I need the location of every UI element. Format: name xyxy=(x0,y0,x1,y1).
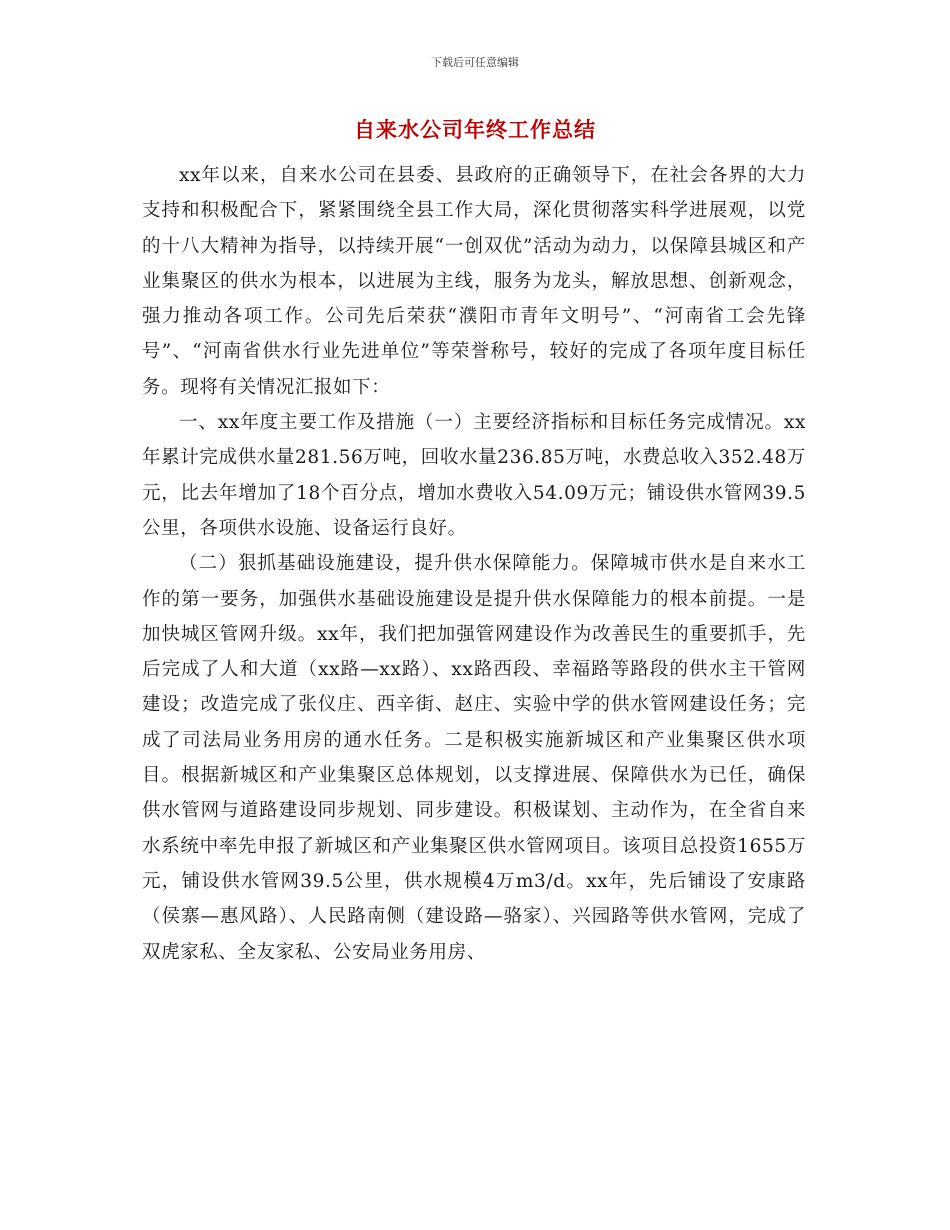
paragraph-economic-indicators: 一、xx年度主要工作及措施（一）主要经济指标和目标任务完成情况。xx年累计完成供水量281.56万吨，回收水量236.85万吨，水费总收入352.48万元，比去年增加了18个百分点，增加水费收入54.09万元；铺设供水管网39.5公里，各项供水设施、设备运行良好。 xyxy=(142,412,806,539)
paragraph-intro: xx年以来，自来水公司在县委、县政府的正确领导下，在社会各界的大力支持和积极配合下，紧紧围绕全县工作大局，深化贯彻落实科学进展观，以党的十八大精神为指导，以持续开展“一创双优”活动为动力，以保障县城区和产业集聚区的供水为根本，以进展为主线，服务为龙头，解放思想、创新观念，强力推动各项工作。公司先后荣获“濮阳市青年文明号”、“河南省工会先锋号”、“河南省供水行业先进单位”等荣誉称号，较好的完成了各项年度目标任务。现将有关情况汇报如下： xyxy=(142,165,806,398)
document-body xyxy=(142,158,806,970)
download-note: 下载后可任意编辑 xyxy=(431,56,519,69)
paragraph-infrastructure: （二）狠抓基础设施建设，提升供水保障能力。保障城市供水是自来水工作的第一要务，加强供水基础设施建设是提升供水保障能力的根本前提。一是加快城区管网升级。xx年，我们把加强管网建设作为改善民生的重要抓手，先后完成了人和大道（xx路—xx路）、xx路西段、幸福路等路段的供水主干管网建设；改造完成了张仪庄、西辛街、赵庄、实验中学的供水管网建设任务；完成了司法局业务用房的通水任务。二是积极实施新城区和产业集聚区供水项目。根据新城区和产业集聚区总体规划，以支撑进展、保障供水为已任，确保供水管网与道路建设同步规划、同步建设。积极谋划、主动作为，在全省自来水系统中率先申报了新城区和产业集聚区供水管网项目。该项目总投资1655万元，铺设供水管网39.5公里，供水规模4万m3/d。xx年，先后铺设了安康路（侯寨—惠风路）、人民路南侧（建设路—骆家）、兴园路等供水管网，完成了双虎家私、全友家私、公安局业务用房、 xyxy=(142,553,806,963)
document-title: 自来水公司年终工作总结 xyxy=(354,118,596,142)
